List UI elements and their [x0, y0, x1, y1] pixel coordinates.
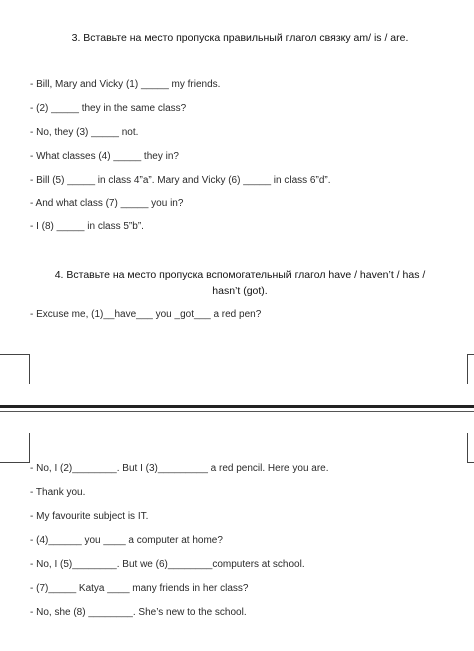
exercise-3-line-7: - I (8) _____ in class 5”b”.	[30, 221, 144, 232]
page-corner-mark-top-right-v	[467, 354, 468, 384]
exercise-4-line-8: - No, she (8) ________. She’s new to the school.	[30, 607, 247, 618]
exercise-3-line-5: - Bill (5) _____ in class 4”a”. Mary and Vicky (6) _____ in class 6”d”.	[30, 175, 331, 186]
exercise-3-line-3: - No, they (3) _____ not.	[30, 127, 139, 138]
page-separator-thick	[0, 405, 474, 408]
exercise-3-line-4: - What classes (4) _____ they in?	[30, 151, 179, 162]
page-corner-mark-top-left-h	[0, 354, 30, 355]
page-corner-mark-top-left-v	[29, 354, 30, 384]
page-corner-mark-bottom-right-h	[467, 462, 474, 463]
section-4-title-line-2: hasn’t (got).	[212, 285, 268, 297]
page-corner-mark-bottom-left-v	[29, 433, 30, 463]
exercise-4-line-3: - Thank you.	[30, 487, 86, 498]
exercise-4-line-7: - (7)_____ Katya ____ many friends in her class?	[30, 583, 249, 594]
section-4-title	[20, 267, 460, 299]
exercise-3-line-1: - Bill, Mary and Vicky (1) _____ my friends.	[30, 79, 221, 90]
exercise-4-line-4: - My favourite subject is IT.	[30, 511, 149, 522]
exercise-3-line-6: - And what class (7) _____ you in?	[30, 198, 184, 209]
page-corner-mark-bottom-right-v	[467, 433, 468, 463]
exercise-4-line-2: - No, I (2)________. But I (3)_________ a red pencil. Here you are.	[30, 463, 329, 474]
section-4-title-line-1: 4. Вставьте на место пропуска вспомогательный глагол have / haven’t / has /	[54, 269, 426, 281]
exercise-4-line-6: - No, I (5)________. But we (6)________computers at school.	[30, 559, 305, 570]
section-3-title: 3. Вставьте на место пропуска правильный глагол связку am/ is / are.	[71, 32, 409, 44]
exercise-4-line-1: - Excuse me, (1)__have___ you _got___ a red pen?	[30, 309, 262, 320]
page-corner-mark-bottom-left-h	[0, 462, 30, 463]
exercise-3-line-2: - (2) _____ they in the same class?	[30, 103, 187, 114]
exercise-4-line-5: - (4)______ you ____ a computer at home?	[30, 535, 223, 546]
page-separator-thin	[0, 411, 474, 412]
page-corner-mark-top-right-h	[467, 354, 474, 355]
